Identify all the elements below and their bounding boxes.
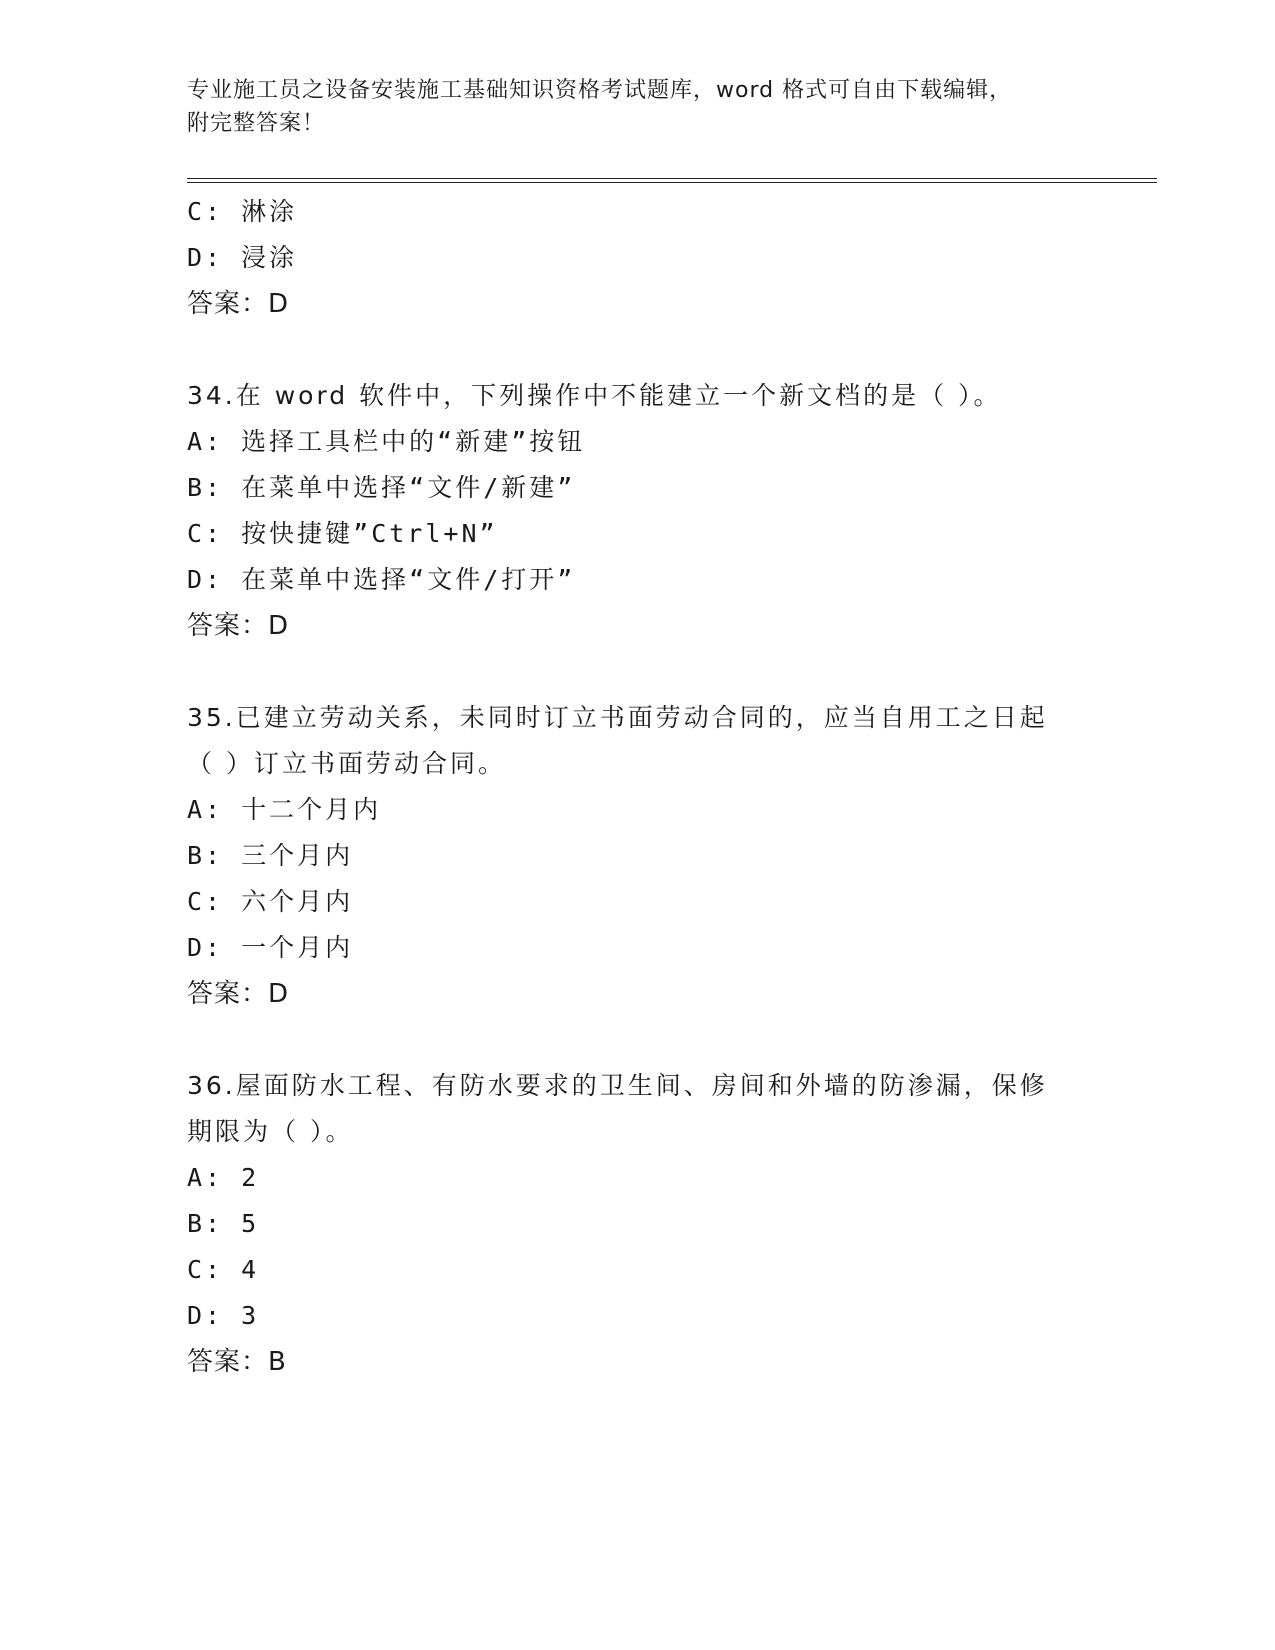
question-text: 34.在 word 软件中，下列操作中不能建立一个新文档的是（ ）。 bbox=[187, 381, 1002, 410]
question-34 bbox=[187, 373, 1087, 649]
option-d: D: 浸涂 bbox=[187, 243, 298, 272]
option-b: B: 在菜单中选择“文件/新建” bbox=[187, 473, 576, 502]
option-c: C: 淋涂 bbox=[187, 197, 298, 226]
question-35 bbox=[187, 695, 1087, 1017]
question-36 bbox=[187, 1063, 1087, 1385]
answer: 答案：D bbox=[187, 979, 290, 1009]
question-text-line-2: 期限为（ ）。 bbox=[187, 1117, 354, 1146]
document-page bbox=[187, 0, 1157, 1650]
option-c: C: 4 bbox=[187, 1255, 260, 1284]
header-title-line-2: 附完整答案！ bbox=[187, 111, 326, 136]
question-text-line-1: 36.屋面防水工程、有防水要求的卫生间、房间和外墙的防渗漏，保修 bbox=[187, 1071, 1048, 1100]
option-b: B: 三个月内 bbox=[187, 841, 354, 870]
answer: 答案：D bbox=[187, 289, 290, 319]
question-33-tail bbox=[187, 189, 1087, 327]
question-text-line-1: 35.已建立劳动关系，未同时订立书面劳动合同的，应当自用工之日起 bbox=[187, 703, 1048, 732]
option-b: B: 5 bbox=[187, 1209, 260, 1238]
option-d: D: 一个月内 bbox=[187, 933, 354, 962]
option-a: A: 选择工具栏中的“新建”按钮 bbox=[187, 427, 586, 456]
header-title-line-1: 专业施工员之设备安装施工基础知识资格考试题库，word 格式可自由下载编辑， bbox=[187, 78, 1013, 103]
option-c: C: 六个月内 bbox=[187, 887, 354, 916]
document-header bbox=[187, 74, 1087, 140]
header-double-rule bbox=[187, 178, 1157, 183]
option-d: D: 在菜单中选择“文件/打开” bbox=[187, 565, 576, 594]
question-text-line-2: （ ）订立书面劳动合同。 bbox=[187, 749, 506, 778]
option-a: A: 2 bbox=[187, 1163, 260, 1192]
document-body bbox=[187, 189, 1087, 1385]
answer: 答案：D bbox=[187, 611, 290, 641]
option-d: D: 3 bbox=[187, 1301, 260, 1330]
answer: 答案：B bbox=[187, 1347, 287, 1377]
option-a: A: 十二个月内 bbox=[187, 795, 382, 824]
option-c: C: 按快捷键”Ctrl+N” bbox=[187, 519, 498, 548]
